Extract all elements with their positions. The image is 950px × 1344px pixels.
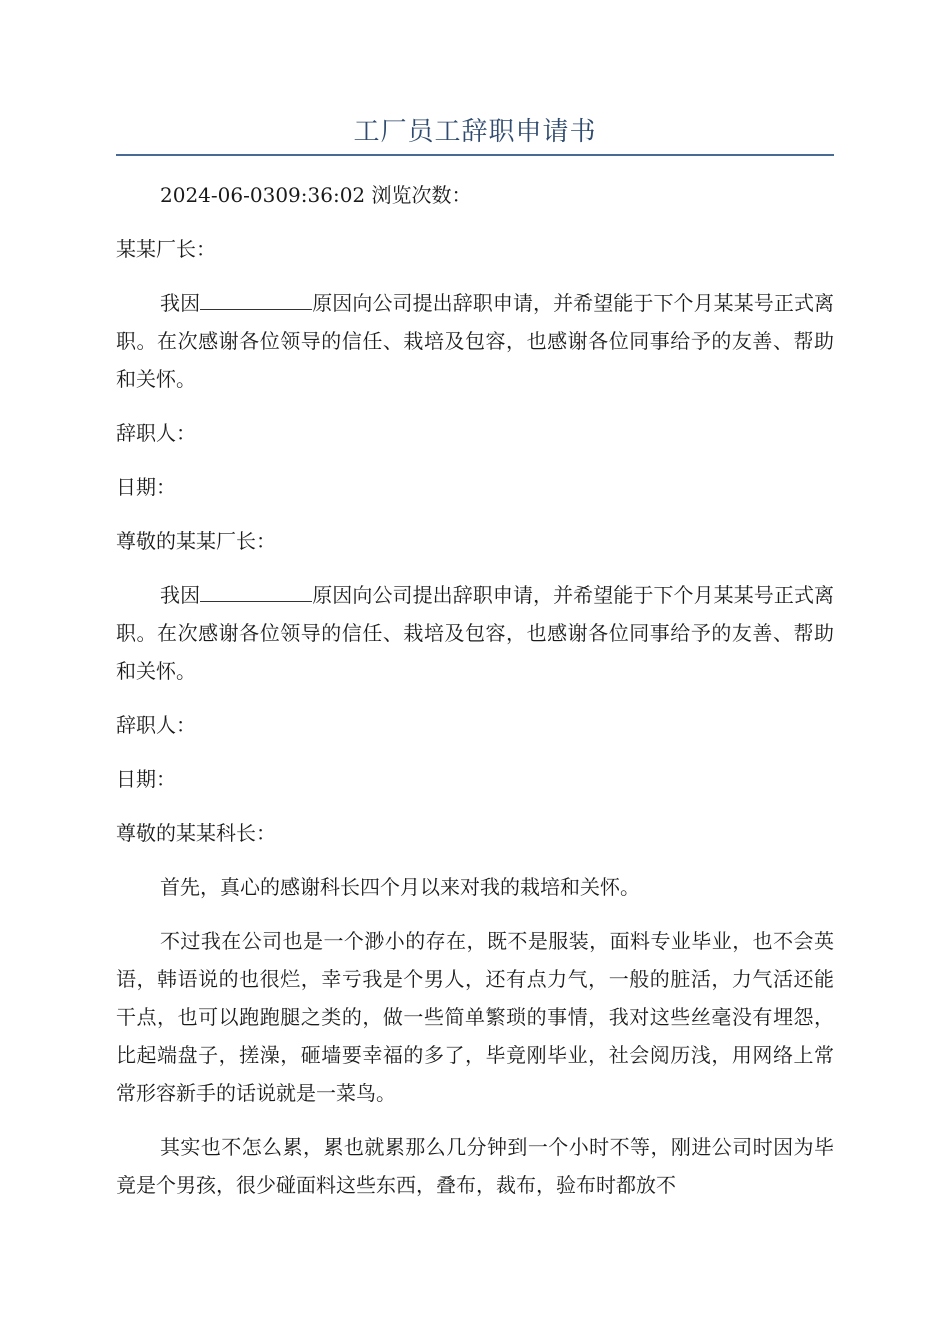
body-paragraph: 首先，真心的感谢科长四个月以来对我的栽培和关怀。 bbox=[160, 875, 640, 899]
paragraph-rest: 原因向公司提出辞职申请，并希望能于下个月某某号正式离职。在次感谢各位领导的信任、栽培及包容，也感谢各位同事给予的友善、帮助和关怀。 bbox=[116, 583, 835, 683]
meta-line: 2024-06-0309:36:02 浏览次数： bbox=[160, 183, 472, 207]
signature-label: 辞职人： bbox=[116, 421, 196, 445]
salutation: 尊敬的某某科长： bbox=[116, 821, 276, 845]
body-paragraph: 其实也不怎么累，累也就累那么几分钟到一个小时不等，刚进公司时因为毕竟是个男孩，很少碰面料这些东西，叠布，裁布，验布时都放不 bbox=[116, 1135, 834, 1197]
date-label: 日期： bbox=[116, 767, 176, 791]
date-label: 日期： bbox=[116, 475, 176, 499]
title-underline bbox=[116, 154, 834, 156]
paragraph-lead: 我因 bbox=[160, 291, 201, 315]
document-title: 工厂员工辞职申请书 bbox=[353, 117, 597, 147]
paragraph-lead: 我因 bbox=[160, 583, 201, 607]
fill-in-blank bbox=[200, 287, 312, 310]
document-body bbox=[116, 176, 834, 1220]
signature-label: 辞职人： bbox=[116, 713, 196, 737]
body-paragraph: 不过我在公司也是一个渺小的存在，既不是服装，面料专业毕业，也不会英语，韩语说的也很烂，幸亏我是个男人，还有点力气，一般的脏活，力气活还能干点，也可以跑跑腿之类的，做一些简单繁琐的事情，我对这些丝毫没有埋怨，比起端盘子，搓澡，砸墙要幸福的多了，毕竟刚毕业，社会阅历浅，用网络上常常形容新手的话说就是一菜鸟。 bbox=[116, 929, 834, 1105]
salutation: 尊敬的某某厂长： bbox=[116, 529, 276, 553]
body-paragraph bbox=[116, 576, 834, 690]
fill-in-blank bbox=[200, 579, 312, 602]
salutation: 某某厂长： bbox=[116, 237, 216, 261]
paragraph-rest: 原因向公司提出辞职申请，并希望能于下个月某某号正式离职。在次感谢各位领导的信任、栽培及包容，也感谢各位同事给予的友善、帮助和关怀。 bbox=[116, 291, 835, 391]
body-paragraph bbox=[116, 284, 834, 398]
